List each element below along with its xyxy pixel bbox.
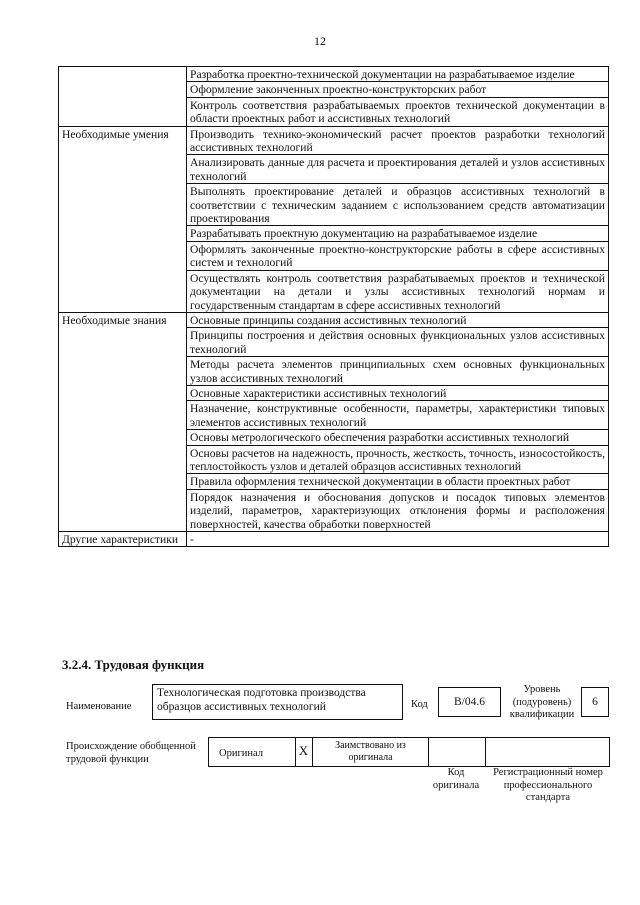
borrowed-label: Заимствовано из оригинала: [335, 740, 406, 763]
code-value-box: [438, 687, 501, 717]
table-cell-item: Оформлять законченные проектно-конструкторские работы в сфере ассистивных систем и технологий: [187, 241, 609, 270]
origin-label: Происхождение обобщенной трудовой функции: [66, 741, 196, 765]
row-label: [59, 67, 187, 127]
table-cell-item: Анализировать данные для расчета и проектирования деталей и узлов ассистивных технологий: [187, 155, 609, 184]
table-cell-item: Основные принципы создания ассистивных технологий: [187, 312, 609, 327]
table-cell-item: Основы расчетов на надежность, прочность, жесткость, точность, износостойкость, теплостойкость узлов и деталей образцов ассистивных технологий: [187, 445, 609, 474]
name-value-box: [152, 684, 403, 720]
table-row: [59, 67, 609, 82]
row-label: Необходимые знания: [59, 312, 187, 531]
table-cell-item: Основы метрологического обеспечения разработки ассистивных технологий: [187, 430, 609, 445]
code-label: Код: [411, 699, 428, 710]
table-cell-item: Разработка проектно-технической документации на разрабатываемое изделие: [187, 67, 609, 82]
table-cell-item: Правила оформления технической документации в области проектных работ: [187, 474, 609, 489]
table-row: [59, 126, 609, 155]
row-label: Необходимые умения: [59, 126, 187, 312]
table-cell-item: Производить технико-экономический расчет проектов разработки технологий ассистивных технологий: [187, 126, 609, 155]
table-cell-item: Оформление законченных проектно-конструкторских работ: [187, 82, 609, 97]
level-label: Уровень (подуровень) квалификации: [509, 684, 575, 720]
table-cell-item: Осуществлять контроль соответствия разрабатываемых проектов и технической документации на детали и узлы ассистивных технологий нормам и государственным стандартам в сфере ассистивных технологий: [187, 270, 609, 312]
code-value: В/04.6: [454, 696, 485, 708]
table-cell-item: Принципы построения и действия основных функциональных узлов ассистивных технологий: [187, 328, 609, 357]
table-cell-item: Назначение, конструктивные особенности, параметры, характеристики типовых элементов ассистивных технологий: [187, 401, 609, 430]
original-mark: X: [298, 743, 309, 758]
table-row: [59, 312, 609, 327]
name-label: Наименование: [66, 701, 132, 712]
table-row: [59, 532, 609, 547]
table-cell-item: Основные характеристики ассистивных технологий: [187, 385, 609, 400]
code-original-label: Код оригинала: [432, 767, 480, 791]
table-cell-item: Методы расчета элементов принципиальных схем основных функциональных узлов ассистивных технологий: [187, 357, 609, 386]
table-cell-item: -: [187, 532, 609, 547]
table-cell-item: Разрабатывать проектную документацию на разрабатываемое изделие: [187, 226, 609, 241]
table-cell-item: Контроль соответствия разрабатываемых проектов технической документации в области проектных работ и ассистивных технологий: [187, 97, 609, 126]
table-cell-item: Выполнять проектирование деталей и образцов ассистивных технологий в соответствии с техническим заданием с использованием средств автоматизации проектирования: [187, 184, 609, 226]
level-value-box: [581, 687, 609, 717]
skills-table: [58, 66, 609, 547]
table-cell-item: Порядок назначения и обоснования допусков и посадок типовых элементов изделий, параметров, характеризующих отклонения формы и расположения поверхностей, качества обработки поверхностей: [187, 489, 609, 531]
section-title: 3.2.4. Трудовая функция: [62, 657, 205, 672]
page-number: 12: [314, 34, 326, 48]
row-label: Другие характеристики: [59, 532, 187, 547]
name-value: Технологическая подготовка производства образцов ассистивных технологий: [157, 687, 366, 713]
level-value: 6: [592, 696, 598, 708]
registration-number-label: Регистрационный номер профессионального стандарта: [493, 767, 603, 803]
original-label: Оригинал: [219, 748, 263, 759]
origin-row: [208, 737, 610, 767]
